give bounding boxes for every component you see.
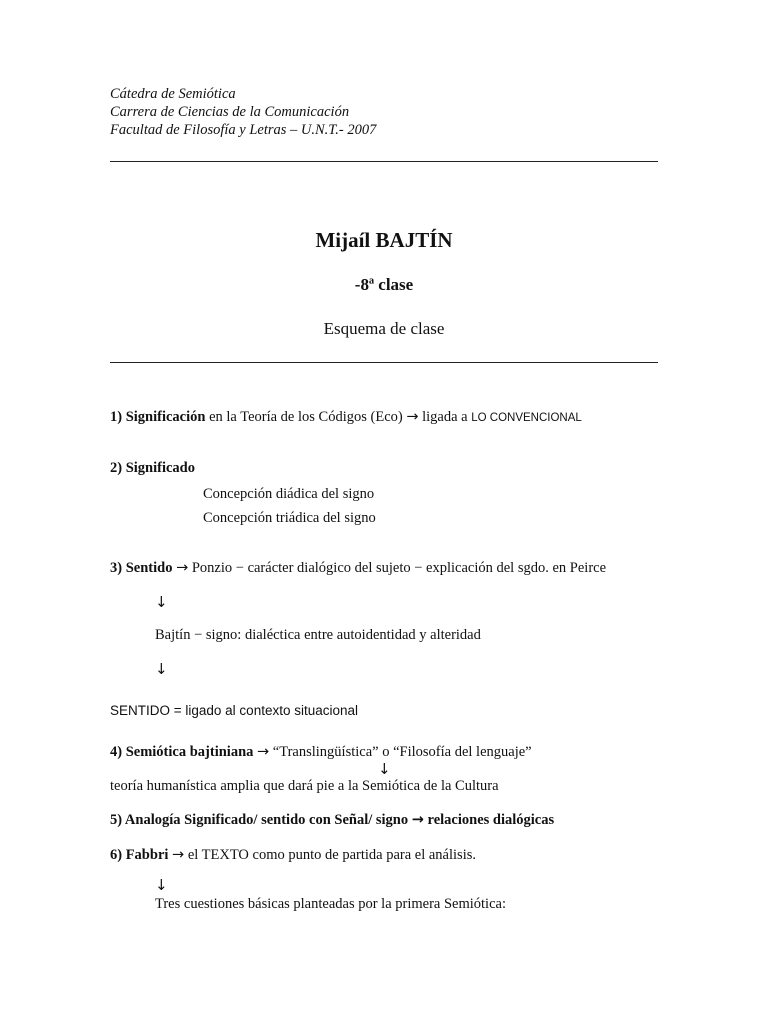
item-3-heading: 3) Sentido bbox=[110, 560, 173, 576]
item-4-text: “Translingüística” o “Filosofía del lenguaje” bbox=[269, 744, 532, 760]
item-4-line2: teoría humanística amplia que dará pie a la Semiótica de la Cultura bbox=[110, 778, 499, 794]
down-arrow-icon: ↓ bbox=[155, 660, 168, 678]
item-2-heading: 2) Significado bbox=[110, 460, 195, 476]
item-6-line2: Tres cuestiones básicas planteadas por la primera Semiótica: bbox=[155, 896, 506, 912]
page-subtitle: Esquema de clase bbox=[323, 319, 445, 338]
item-4 bbox=[110, 743, 532, 761]
header-career: Carrera de Ciencias de la Comunicación bbox=[110, 104, 350, 120]
item-2-sub1: Concepción diádica del signo bbox=[203, 486, 375, 502]
item-6-text: el TEXTO como punto de partida para el análisis. bbox=[184, 847, 476, 863]
header-divider bbox=[110, 161, 658, 162]
item-2-sub2: Concepción triádica del signo bbox=[203, 510, 376, 526]
right-arrow-icon: → bbox=[172, 847, 185, 863]
header-faculty: Facultad de Filosofía y Letras – U.N.T.- 2007 bbox=[110, 122, 377, 138]
item-1-text: en la Teoría de los Códigos (Eco) bbox=[205, 409, 407, 425]
item-3-text: Ponzio − carácter dialógico del sujeto − explicación del sgdo. en Peirce bbox=[188, 560, 607, 576]
down-arrow-icon: ↓ bbox=[155, 593, 168, 611]
item-3-bajtin: Bajtín − signo: dialéctica entre autoidentidad y alteridad bbox=[155, 627, 481, 643]
item-1-text2: ligada a bbox=[418, 409, 472, 425]
item-5 bbox=[110, 811, 554, 829]
item-3 bbox=[110, 559, 606, 577]
down-arrow-icon: ↓ bbox=[378, 760, 391, 778]
item-5-text-b: relaciones dialógicas bbox=[423, 812, 555, 828]
item-3-sentido: SENTIDO = ligado al contexto situacional bbox=[110, 703, 359, 718]
right-arrow-icon: → bbox=[406, 409, 419, 425]
item-6-heading: 6) Fabbri bbox=[110, 847, 169, 863]
item-4-heading: 4) Semiótica bajtiniana bbox=[110, 744, 254, 760]
page-title: Mijaíl BAJTÍN bbox=[315, 228, 453, 252]
right-arrow-icon: → bbox=[257, 744, 270, 760]
item-1-heading: 1) Significación bbox=[110, 409, 206, 425]
item-5-text-a: 5) Analogía Significado/ sentido con Señal/ signo bbox=[110, 812, 412, 828]
header-chair: Cátedra de Semiótica bbox=[110, 86, 236, 102]
right-arrow-icon: → bbox=[176, 560, 189, 576]
title-divider bbox=[110, 362, 658, 363]
right-arrow-icon: → bbox=[411, 812, 424, 828]
item-1 bbox=[110, 408, 582, 427]
class-number: -8ª clase bbox=[354, 275, 414, 294]
item-6 bbox=[110, 846, 476, 864]
down-arrow-icon: ↓ bbox=[155, 876, 168, 894]
item-1-caps: LO CONVENCIONAL bbox=[471, 412, 582, 424]
